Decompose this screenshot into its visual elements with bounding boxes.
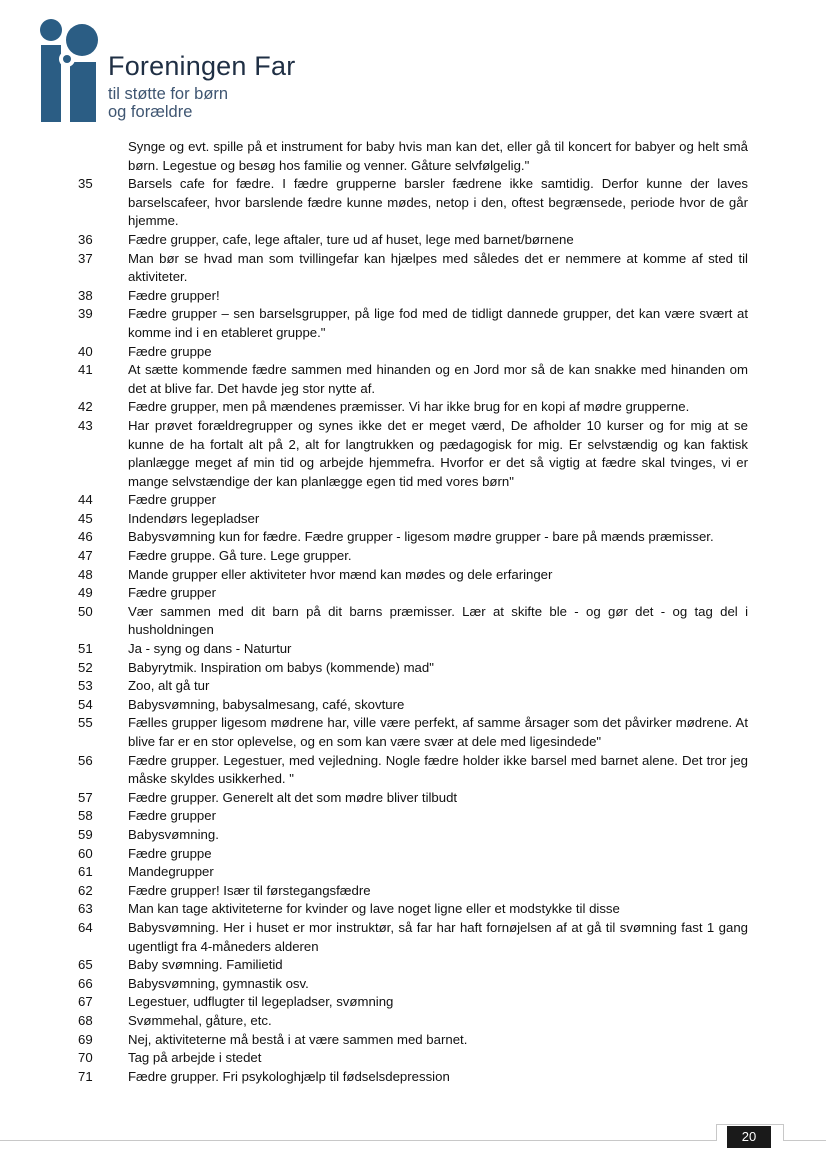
item-number: 44 xyxy=(78,492,93,508)
item-text: Har prøvet forældregrupper og synes ikke det er meget værd, De afholder 10 kurser og for mig at se kunne de ha fortalt alt på 2, alt for langtrukken og pædagogisk for mig. Er selvstændig og kan faktisk planlægge meget af min tid og arbejde hjemmefra. Hvorfor er det så vigtig at fædre skal tvinges, vi er mange selvstændige der kan planlægge egen tid med vores børn" xyxy=(128,417,748,489)
list-item xyxy=(0,919,826,956)
item-number: 53 xyxy=(78,678,93,694)
item-number: 71 xyxy=(78,1068,93,1084)
organization-logo xyxy=(38,18,338,128)
item-number: 46 xyxy=(78,529,93,545)
list-item xyxy=(0,491,826,510)
item-text: Fædre grupper. Generelt alt det som mødre bliver tilbudt xyxy=(128,789,458,805)
item-number: 69 xyxy=(78,1031,93,1047)
item-number: 51 xyxy=(78,641,93,657)
list-item xyxy=(0,714,826,751)
item-number: 42 xyxy=(78,399,93,415)
item-number: 54 xyxy=(78,696,93,712)
item-number: 63 xyxy=(78,901,93,917)
list-item xyxy=(0,677,826,696)
organization-name: Foreningen Far xyxy=(108,51,296,81)
item-number: 52 xyxy=(78,659,93,675)
item-text: Synge og evt. spille på et instrument for baby hvis man kan det, eller gå til koncert for babyer og helt små børn. Legestue og besøg hos familie og venner. Gåture selvfølgelig." xyxy=(128,139,748,173)
list-item xyxy=(0,882,826,901)
list-item xyxy=(0,566,826,585)
item-number: 65 xyxy=(78,957,93,973)
list-item xyxy=(0,528,826,547)
item-text: Man kan tage aktiviteterne for kvinder og lave noget ligne eller et modstykke til disse xyxy=(128,901,620,917)
item-text: Tag på arbejde i stedet xyxy=(128,1050,262,1066)
item-text: Fædre grupper! Især til førstegangsfædre xyxy=(128,882,371,898)
item-text: Fædre grupper. Legestuer, med vejledning. Nogle fædre holder ikke barsel med barnet alene. Det tror jeg måske skyldes usikkerhed. " xyxy=(128,752,748,787)
item-text: Mande grupper eller aktiviteter hvor mænd kan mødes og dele erfaringer xyxy=(128,566,553,582)
list-item xyxy=(0,1068,826,1087)
list-item xyxy=(0,696,826,715)
item-text: Fædre gruppe xyxy=(128,845,212,861)
list-item xyxy=(0,659,826,678)
item-number: 59 xyxy=(78,826,93,842)
item-text: Legestuer, udflugter til legepladser, svømning xyxy=(128,994,394,1010)
organization-tagline xyxy=(108,85,228,121)
item-number: 45 xyxy=(78,510,93,526)
item-number: 40 xyxy=(78,343,93,359)
list-item xyxy=(0,417,826,491)
item-text: Svømmehal, gåture, etc. xyxy=(128,1012,272,1028)
tagline-line-1: til støtte for børn xyxy=(108,85,229,103)
item-number: 64 xyxy=(78,919,93,935)
item-number: 36 xyxy=(78,231,93,247)
item-text: Fædre grupper, cafe, lege aftaler, ture ud af huset, lege med barnet/børnene xyxy=(128,231,574,247)
item-text: Fædre grupper! xyxy=(128,287,220,303)
list-item xyxy=(0,1031,826,1050)
item-number: 60 xyxy=(78,845,93,861)
item-text: Fædre grupper xyxy=(128,808,216,824)
item-number: 50 xyxy=(78,603,93,619)
list-item xyxy=(0,547,826,566)
item-number: 43 xyxy=(78,417,93,433)
list-item xyxy=(0,956,826,975)
item-number: 39 xyxy=(78,306,93,322)
item-number: 67 xyxy=(78,994,93,1010)
item-text: Barsels cafe for fædre. I fædre grupperne barsler fædrene ikke samtidig. Derfor kunne der laves barselscafeer, hvor barslende fædre kunne mødes, netop i den, oftest begrænsede, periode hvor de går hjemme. xyxy=(128,176,748,229)
list-item xyxy=(0,138,826,175)
item-text: Babysvømning. Her i huset er mor instruktør, så far har haft fornøjelsen af at gå til svømning fast 1 gang ugentligt fra 4-måneders alderen xyxy=(128,919,748,954)
item-text: At sætte kommende fædre sammen med hinanden og en Jord mor så de kan snakke med hinanden om det at blive far. Det havde jeg stor nytte af. xyxy=(128,362,748,396)
list-item xyxy=(0,603,826,640)
item-text: Vær sammen med dit barn på dit barns præmisser. Lær at skifte ble - og gør det - og tag del i husholdningen xyxy=(128,603,748,638)
item-number: 56 xyxy=(78,752,93,768)
item-text: Baby svømning. Familietid xyxy=(128,957,283,973)
item-text: Fædre grupper, men på mændenes præmisser. Vi har ikke brug for en kopi af mødre grupperne. xyxy=(128,399,690,415)
item-number: 47 xyxy=(78,548,93,564)
item-number: 48 xyxy=(78,566,93,582)
item-text: Fædre gruppe xyxy=(128,343,212,359)
item-number: 35 xyxy=(78,176,93,192)
list-item xyxy=(0,826,826,845)
item-number: 41 xyxy=(78,362,93,378)
item-number: 62 xyxy=(78,882,93,898)
list-item xyxy=(0,975,826,994)
list-item xyxy=(0,175,826,231)
list-item xyxy=(0,361,826,398)
list-item xyxy=(0,231,826,250)
list-item xyxy=(0,250,826,287)
list-item xyxy=(0,752,826,789)
item-number: 57 xyxy=(78,789,93,805)
list-item xyxy=(0,287,826,306)
page-number: 20 xyxy=(727,1126,771,1148)
list-item xyxy=(0,510,826,529)
list-item xyxy=(0,640,826,659)
list-item xyxy=(0,863,826,882)
item-text: Fælles grupper ligesom mødrene har, ville være perfekt, af samme årsager som det påvirker mødrene. At blive far er en stor oplevelse, og en som kan være svær at dele med ligesindede" xyxy=(128,715,748,749)
item-number: 70 xyxy=(78,1050,93,1066)
item-number: 55 xyxy=(78,715,93,731)
logo-mark-icon xyxy=(38,18,102,122)
item-number: 58 xyxy=(78,808,93,824)
item-text: Nej, aktiviteterne må bestå i at være sammen med barnet. xyxy=(128,1031,468,1047)
item-text: Fædre grupper xyxy=(128,492,216,508)
item-text: Babysvømning, babysalmesang, café, skovture xyxy=(128,696,405,712)
item-text: Babysvømning, gymnastik osv. xyxy=(128,975,309,991)
item-text: Babysvømning. xyxy=(128,826,219,842)
item-text: Fædre gruppe. Gå ture. Lege grupper. xyxy=(128,548,352,564)
tagline-line-2: og forældre xyxy=(108,103,193,121)
list-item xyxy=(0,343,826,362)
list-item xyxy=(0,900,826,919)
list-item xyxy=(0,845,826,864)
item-number: 38 xyxy=(78,287,93,303)
list-item xyxy=(0,305,826,342)
item-text: Fædre grupper – sen barselsgrupper, på lige fod med de tidligt dannede grupper, det kan være svært at komme ind i en etableret gruppe." xyxy=(128,306,748,340)
list-item xyxy=(0,807,826,826)
item-text: Fædre grupper. Fri psykologhjælp til fødselsdepression xyxy=(128,1068,450,1084)
item-text: Fædre grupper xyxy=(128,585,216,601)
item-number: 61 xyxy=(78,864,93,880)
list-item xyxy=(0,1049,826,1068)
item-text: Ja - syng og dans - Naturtur xyxy=(128,641,292,657)
item-text: Zoo, alt gå tur xyxy=(128,678,210,694)
list-item xyxy=(0,993,826,1012)
item-text: Man bør se hvad man som tvillingefar kan hjælpes med således det er nemmere at komme af sted til aktiviteter. xyxy=(128,250,748,285)
item-text: Babysvømning kun for fædre. Fædre grupper - ligesom mødre grupper - bare på mænds præmisser. xyxy=(128,529,714,545)
list-item xyxy=(0,789,826,808)
list-item xyxy=(0,584,826,603)
item-text: Indendørs legepladser xyxy=(128,510,260,526)
list-item xyxy=(0,398,826,417)
list-item xyxy=(0,1012,826,1031)
item-number: 68 xyxy=(78,1012,93,1028)
item-text: Mandegrupper xyxy=(128,864,214,880)
footer-divider xyxy=(0,1140,826,1141)
item-number: 49 xyxy=(78,585,93,601)
response-list xyxy=(0,138,826,1086)
item-text: Babyrytmik. Inspiration om babys (kommende) mad" xyxy=(128,659,434,675)
item-number: 37 xyxy=(78,250,93,266)
item-number: 66 xyxy=(78,975,93,991)
